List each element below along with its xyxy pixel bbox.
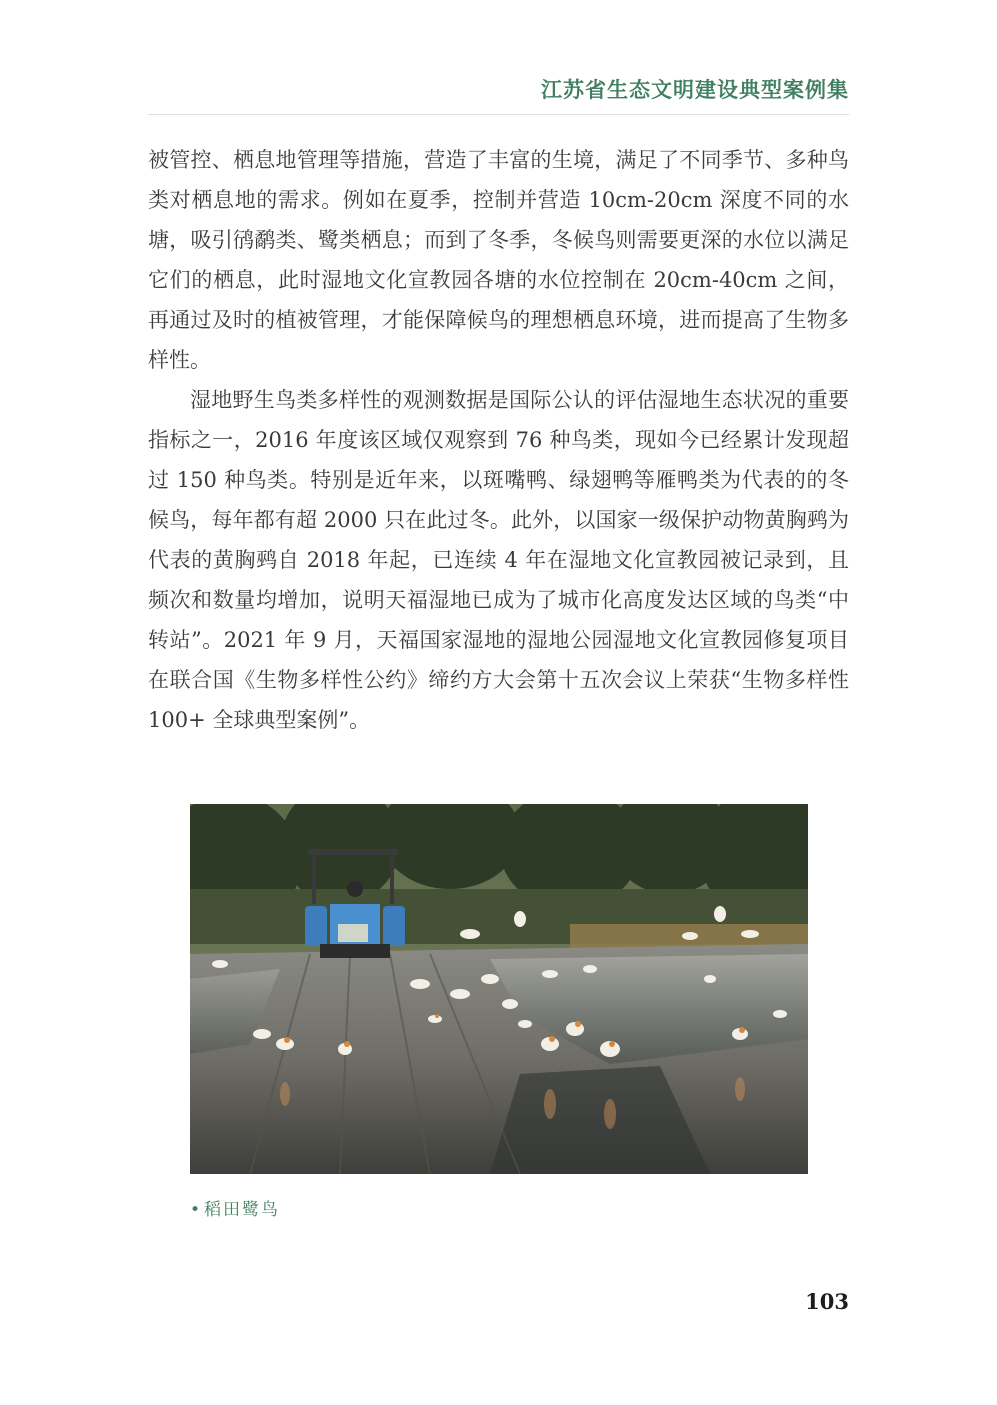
paragraph-1: 被管控、栖息地管理等措施，营造了丰富的生境，满足了不同季节、多种鸟类对栖息地的需求。例如在夏季，控制并营造 10cm-20cm 深度不同的水塘，吸引鸻鹬类、鹭类栖息；而到了冬季，冬候鸟则需要更深的水位以满足它们的栖息，此时湿地文化宣教园各塘的水位控制在 20cm-40cm 之间，再通过及时的植被管理，才能保障候鸟的理想栖息环境，进而提高了生物多样性。: [148, 148, 849, 372]
paragraph-2: 湿地野生鸟类多样性的观测数据是国际公认的评估湿地生态状况的重要指标之一，2016 年度该区域仅观察到 76 种鸟类，现如今已经累计发现超过 150 种鸟类。特别是近年来，以斑嘴鸭、绿翅鸭等雁鸭类为代表的的冬候鸟，每年都有超 2000 只在此过冬。此外，以国家一级保护动物黄胸鹀为代表的黄胸鹀自 2018 年起，已连续 4 年在湿地文化宣教园被记录到，且频次和数量均增加，说明天福湿地已成为了城市化高度发达区域的鸟类“中转站”。2021 年 9 月，天福国家湿地的湿地公园湿地文化宣教园修复项目在联合国《生物多样性公约》缔约方大会第十五次会议上荣获“生物多样性 100+ 全球典型案例”。: [148, 388, 849, 732]
egrets-rice-field-photo: [190, 804, 808, 1174]
photo-caption: [190, 1195, 280, 1220]
caption-text: 稻田鹭鸟: [204, 1200, 281, 1220]
photo-illustration: [190, 804, 808, 1174]
body-text: [148, 140, 849, 740]
page-number: 103: [805, 1289, 849, 1314]
header-divider: [148, 114, 849, 115]
running-header-title: 江苏省生态文明建设典型案例集: [541, 78, 849, 102]
caption-bullet: •: [190, 1200, 203, 1220]
